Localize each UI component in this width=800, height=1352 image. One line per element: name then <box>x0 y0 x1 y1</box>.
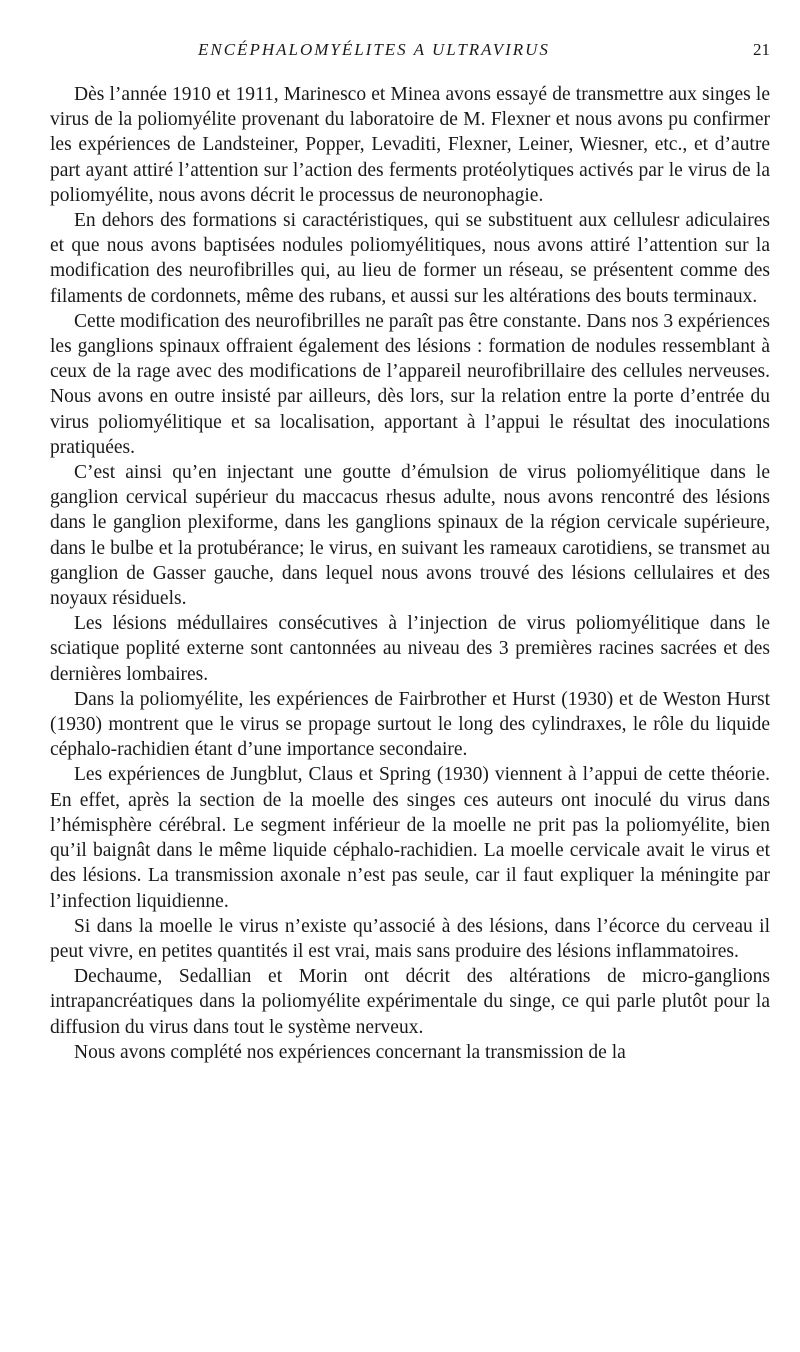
paragraph-2: En dehors des formations si caractéristiques, qui se substituent aux cellulesr adiculaires et que nous avons baptisées nodules poliomyélitiques, nous avons attiré l’attention sur la modification des neurofibrilles qui, au lieu de former un réseau, se présentent comme des filaments de cordonnets, même des rubans, et aussi sur les altérations des bouts terminaux. <box>50 210 770 307</box>
running-title: ENCÉPHALOMYÉLITES A ULTRAVIRUS <box>198 40 550 59</box>
paragraph-1: Dès l’année 1910 et 1911, Marinesco et Minea avons essayé de transmettre aux singes le virus de la poliomyélite provenant du laboratoire de M. Flexner et nous avons pu confirmer les expériences de Landsteiner, Popper, Levaditi, Flexner, Leiner, Wiesner, etc., et d’autre part ayant attiré l’attention sur l’action des ferments protéolytiques activés par le virus de la poliomyélite, nous avons décrit le processus de neuronophagie. <box>50 84 770 206</box>
paragraph-3: Cette modification des neurofibrilles ne paraît pas être constante. Dans nos 3 expériences les ganglions spinaux offraient également des lésions : formation de nodules ressemblant à ceux de la rage avec des modifications de l’appareil neurofibrillaire des cellules nerveuses. Nous avons en outre insisté par ailleurs, dès lors, sur la relation entre la porte d’entrée du virus poliomyélitique et sa localisation, apportant à l’appui le résultat des inoculations pratiquées. <box>50 310 770 458</box>
paragraph-6: Dans la poliomyélite, les expériences de Fairbrother et Hurst (1930) et de Weston Hurst (1930) montrent que le virus se propage surtout le long des cylindraxes, le rôle du liquide céphalo-rachidien étant d’une importance secondaire. <box>50 688 770 761</box>
running-head <box>50 40 770 70</box>
body-text <box>50 82 770 1065</box>
page-number: 21 <box>753 40 770 59</box>
paragraph-10: Nous avons complété nos expériences concernant la transmission de la <box>74 1041 626 1063</box>
paragraph-9: Dechaume, Sedallian et Morin ont décrit des altérations de micro-ganglions intrapancréatiques dans la poliomyélite expérimentale du singe, ce qui parle plutôt pour la diffusion du virus dans tout le système nerveux. <box>50 966 770 1038</box>
paragraph-7: Les expériences de Jungblut, Claus et Spring (1930) viennent à l’appui de cette théorie. En effet, après la section de la moelle des singes ces auteurs ont inoculé du virus dans l’hémisphère cérébral. Le segment inférieur de la moelle ne prit pas la poliomyélite, bien qu’il baignât dans le même liquide céphalo-rachidien. La moelle cervicale avait le virus et des lésions. La transmission axonale n’est pas seule, car il faut expliquer la méningite par l’infection liquidienne. <box>50 764 770 912</box>
paragraph-5: Les lésions médullaires consécutives à l’injection de virus poliomyélitique dans le sciatique poplité externe sont cantonnées au niveau des 3 premières racines sacrées et des dernières lombaires. <box>50 613 770 685</box>
paragraph-8: Si dans la moelle le virus n’existe qu’associé à des lésions, dans l’écorce du cerveau il peut vivre, en petites quantités il est vrai, mais sans produire des lésions inflammatoires. <box>50 915 770 962</box>
paragraph-4: C’est ainsi qu’en injectant une goutte d’émulsion de virus poliomyélitique dans le ganglion cervical supérieur du maccacus rhesus adulte, nous avons rencontré des lésions dans le ganglion plexiforme, dans les ganglions spinaux de la région cervicale supérieure, dans le bulbe et la protubérance; le virus, en suivant les rameaux carotidiens, se transmet au ganglion de Gasser gauche, dans lequel nous avons trouvé des lésions cellulaires et des noyaux résiduels. <box>50 462 770 610</box>
page <box>50 40 770 1330</box>
